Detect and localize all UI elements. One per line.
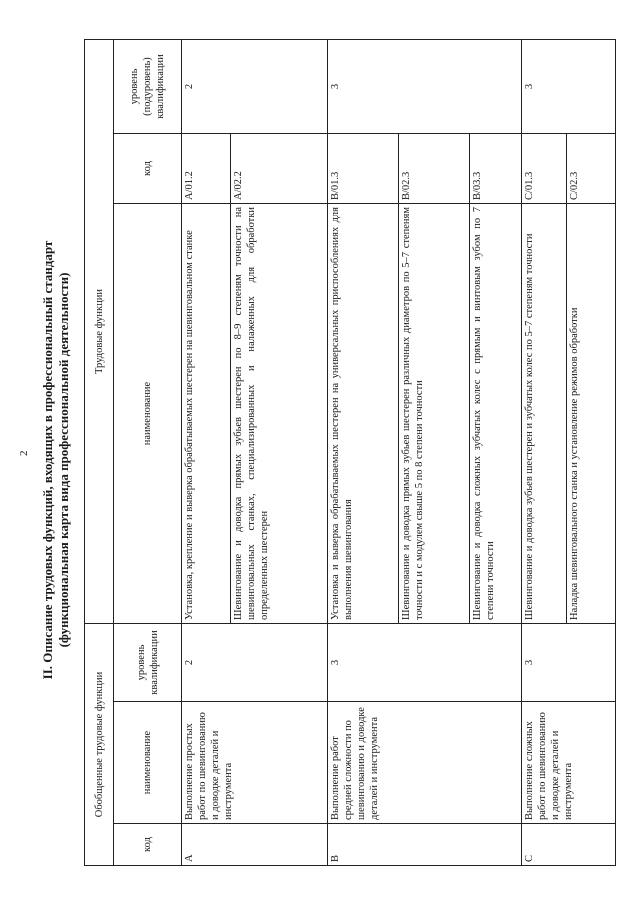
group-name: Выполнение простых работ по шевингованию и доводке деталей и инструмента — [182, 702, 328, 824]
rotated-page — [40, 40, 620, 880]
table-row — [182, 39, 231, 865]
function-sublevel: 3 — [327, 39, 521, 133]
heading-line-2: (функциональная карта вида профессиональной деятельности) — [56, 272, 71, 648]
function-name: Установка, крепление и выверка обрабатываемых шестерен на шевинговальном станке — [182, 204, 231, 624]
function-code: A/02.2 — [230, 134, 327, 204]
group-name: Выполнение сложных работ по шевингованию и доводке деталей и инструмента — [522, 702, 616, 824]
function-name: Наладка шевинговального станка и установление режимов обработки — [567, 204, 616, 624]
page-number: 2 — [18, 450, 30, 456]
function-name: Шевингование и доводка прямых зубьев шестерен различных диаметров по 5–7 степеням точности и с модулем свыше 5 по 8 степени точности — [399, 204, 470, 624]
function-sublevel: 2 — [182, 39, 328, 133]
header-code: код — [114, 824, 182, 866]
group-code: B — [327, 824, 521, 866]
function-sublevel: 3 — [522, 39, 616, 133]
function-code: B/03.3 — [470, 134, 522, 204]
function-code: C/01.3 — [522, 134, 567, 204]
header-name: наименование — [114, 702, 182, 824]
section-heading — [40, 40, 72, 880]
function-code: A/01.2 — [182, 134, 231, 204]
function-map-table — [84, 40, 616, 866]
group-code: A — [182, 824, 328, 866]
group-level: 3 — [327, 624, 521, 702]
function-code: B/02.3 — [399, 134, 470, 204]
header-generalized: Обобщенные трудовые функции — [85, 624, 114, 866]
group-level: 3 — [522, 624, 616, 702]
table-row — [327, 39, 398, 865]
function-code: B/01.3 — [327, 134, 398, 204]
group-code: C — [522, 824, 616, 866]
function-name: Шевингование и доводка прямых зубьев шестерен по 8–9 степеням точности на шевинговальных станках, специализированных и налаженных для обработки определенных шестерен — [230, 204, 327, 624]
header-sublevel: уровень (подуровень) квалификации — [114, 39, 182, 133]
group-level: 2 — [182, 624, 328, 702]
header-labor: Трудовые функции — [85, 39, 114, 623]
header-function-code: код — [114, 134, 182, 204]
function-name: Шевингование и доводка зубьев шестерен и зубчатых колес по 5–7 степеням точности — [522, 204, 567, 624]
table-row — [522, 39, 567, 865]
header-level: уровень квалификации — [114, 624, 182, 702]
header-function-name: наименование — [114, 204, 182, 624]
function-code: C/02.3 — [567, 134, 616, 204]
function-name: Установка и выверка обрабатываемых шестерен на универсальных приспособлениях для выполнения шевингования — [327, 204, 398, 624]
function-name: Шевингование и доводка сложных зубчатых колес с прямым и винтовым зубом по 7 степени точности — [470, 204, 522, 624]
group-name: Выполнение работ средней сложности по шевингованию и доводке деталей и инструмента — [327, 702, 521, 824]
heading-line-1: II. Описание трудовых функций, входящих в профессиональный стандарт — [40, 240, 55, 680]
